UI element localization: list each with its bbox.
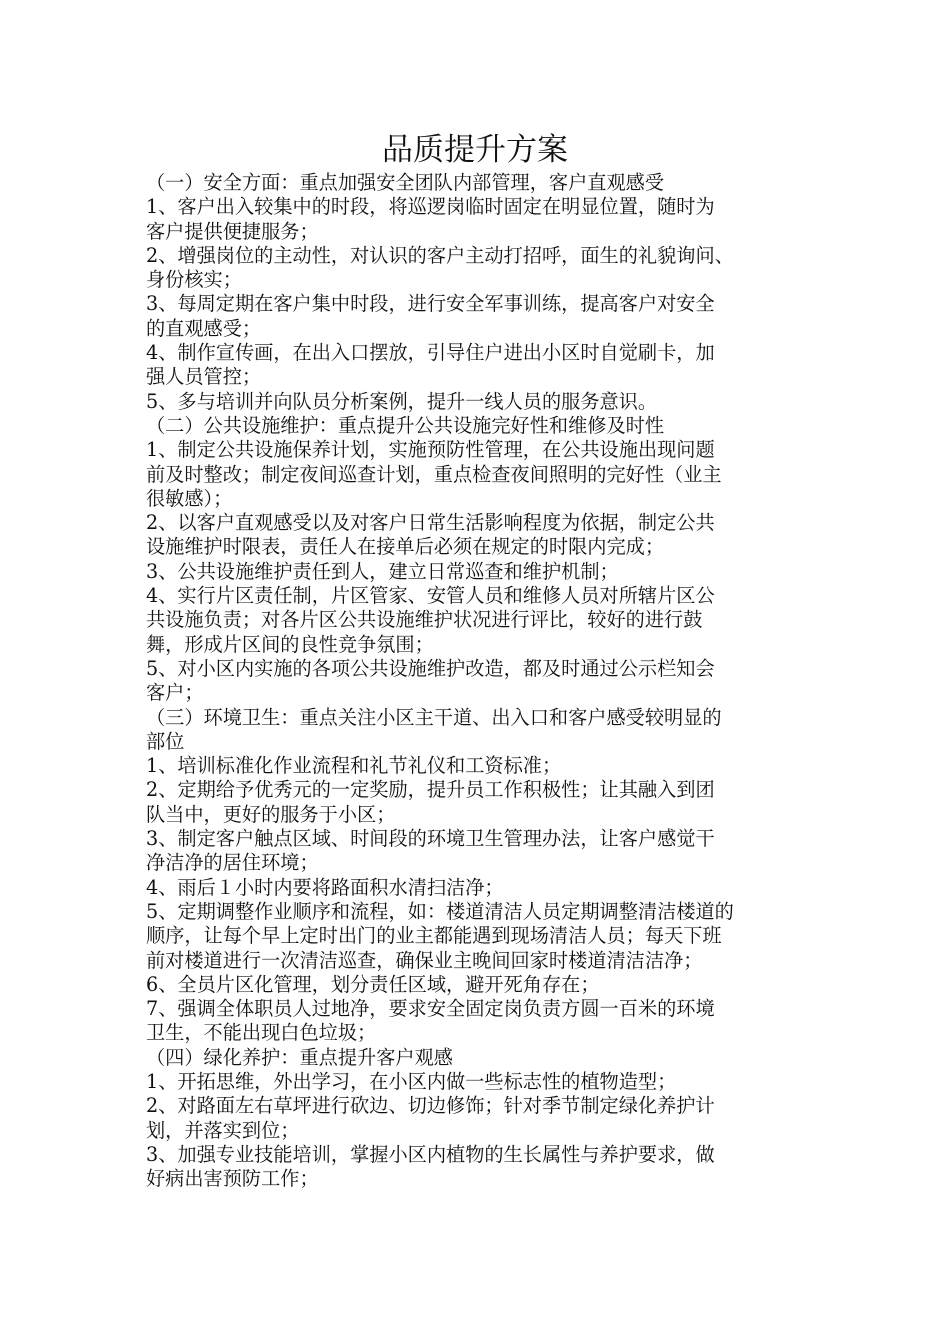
paragraph-line: 2、定期给予优秀元的一定奖励，提升员工作积极性；让其融入到团: [146, 778, 715, 802]
paragraph-line: 前及时整改；制定夜间巡查计划，重点检查夜间照明的完好性（业主: [146, 462, 722, 486]
paragraph: [146, 997, 814, 1046]
paragraph-line: 共设施负责；对各片区公共设施维护状况进行评比，较好的进行鼓: [146, 608, 703, 632]
paragraph-line: 1、制定公共设施保养计划，实施预防性管理，在公共设施出现问题: [146, 438, 715, 462]
paragraph-line: 好病出害预防工作；: [146, 1167, 319, 1191]
document-title: 品质提升方案: [382, 132, 568, 168]
paragraph-line: 划，并落实到位；: [146, 1118, 300, 1142]
paragraph: [146, 244, 814, 293]
paragraph-line: 4、制作宣传画，在出入口摆放，引导住户进出小区时自觉刷卡，加: [146, 341, 715, 365]
paragraph-line: 1、培训标准化作业流程和礼节礼仪和工资标准；: [146, 754, 562, 778]
paragraph: [146, 195, 814, 244]
paragraph-line: 部位: [146, 729, 185, 753]
paragraph-line: 强人员管控；: [146, 365, 262, 389]
paragraph-line: 舞，形成片区间的良性竞争氛围；: [146, 632, 434, 656]
paragraph-line: 净洁净的居住环境；: [146, 851, 319, 875]
paragraph: [146, 1070, 814, 1094]
paragraph-line: 顺序，让每个早上定时出门的业主都能遇到现场清洁人员；每天下班: [146, 924, 722, 948]
paragraph-line: 很敏感）；: [146, 486, 233, 510]
paragraph: [146, 584, 814, 657]
paragraph: [146, 1046, 814, 1070]
paragraph: [146, 876, 814, 900]
paragraph: [146, 390, 814, 414]
paragraph-line: 6、全员片区化管理，划分责任区域，避开死角存在；: [146, 972, 600, 996]
paragraph-line: （二）公共设施维护：重点提升公共设施完好性和维修及时性: [146, 413, 665, 437]
paragraph-line: 1、开拓思维，外出学习，在小区内做一些标志性的植物造型；: [146, 1069, 677, 1093]
paragraph-line: 1、客户出入较集中的时段，将巡逻岗临时固定在明显位置，随时为: [146, 195, 715, 219]
paragraph-line: 3、公共设施维护责任到人，建立日常巡查和维护机制；: [146, 559, 619, 583]
paragraph: [146, 511, 814, 560]
paragraph-line: 4、雨后１小时内要将路面积水清扫洁净；: [146, 875, 504, 899]
paragraph-line: （一）安全方面：重点加强安全团队内部管理，客户直观感受: [146, 171, 665, 194]
paragraph-line: 2、对路面左右草坪进行砍边、切边修饰；针对季节制定绿化养护计: [146, 1094, 715, 1118]
paragraph: [146, 414, 814, 438]
paragraph-line: 身份核实；: [146, 268, 242, 292]
paragraph: [146, 1094, 814, 1143]
paragraph-line: 设施维护时限表，责任人在接单后必须在规定的时限内完成；: [146, 535, 665, 559]
paragraph: [146, 438, 814, 511]
paragraph: [146, 754, 814, 778]
paragraph-line: 3、每周定期在客户集中时段，进行安全军事训练，提高客户对安全: [146, 292, 715, 316]
paragraph: [146, 560, 814, 584]
paragraph-line: 卫生，不能出现白色垃圾；: [146, 1021, 377, 1045]
paragraph-line: 2、增强岗位的主动性，对认识的客户主动打招呼，面生的礼貌询问、: [146, 243, 734, 267]
paragraph-line: 队当中，更好的服务于小区；: [146, 802, 396, 826]
paragraph: [146, 778, 814, 827]
paragraph: [146, 827, 814, 876]
paragraph-line: 的直观感受；: [146, 316, 262, 340]
paragraph: [146, 706, 814, 755]
paragraph-line: 5、定期调整作业顺序和流程，如：楼道清洁人员定期调整清洁楼道的: [146, 899, 734, 923]
paragraph: [146, 292, 814, 341]
paragraph: [146, 973, 814, 997]
paragraph-line: （三）环境卫生：重点关注小区主干道、出入口和客户感受较明显的: [146, 705, 722, 729]
paragraph-line: 客户；: [146, 681, 204, 705]
paragraph-line: 5、多与培训并向队员分析案例，提升一线人员的服务意识。: [146, 389, 658, 413]
paragraph-line: 3、制定客户触点区域、时间段的环境卫生管理办法，让客户感觉干: [146, 827, 715, 851]
paragraph-line: 客户提供便捷服务；: [146, 219, 319, 243]
paragraph: [146, 657, 814, 706]
paragraph-line: （四）绿化养护：重点提升客户观感: [146, 1045, 453, 1069]
paragraph-line: 5、对小区内实施的各项公共设施维护改造，都及时通过公示栏知会: [146, 656, 715, 680]
paragraph-line: 前对楼道进行一次清洁巡查，确保业主晚间回家时楼道清洁洁净；: [146, 948, 703, 972]
paragraph: [146, 341, 814, 390]
paragraph-line: 7、强调全体职员人过地净，要求安全固定岗负责方圆一百米的环境: [146, 997, 715, 1021]
paragraph: [146, 1143, 814, 1192]
paragraph-line: 2、以客户直观感受以及对客户日常生活影响程度为依据，制定公共: [146, 511, 715, 535]
paragraph-line: 4、实行片区责任制，片区管家、安管人员和维修人员对所辖片区公: [146, 584, 715, 608]
paragraph: [146, 171, 814, 195]
document-body: [146, 171, 814, 1191]
paragraph: [146, 900, 814, 973]
paragraph-line: 3、加强专业技能培训，掌握小区内植物的生长属性与养护要求，做: [146, 1142, 715, 1166]
